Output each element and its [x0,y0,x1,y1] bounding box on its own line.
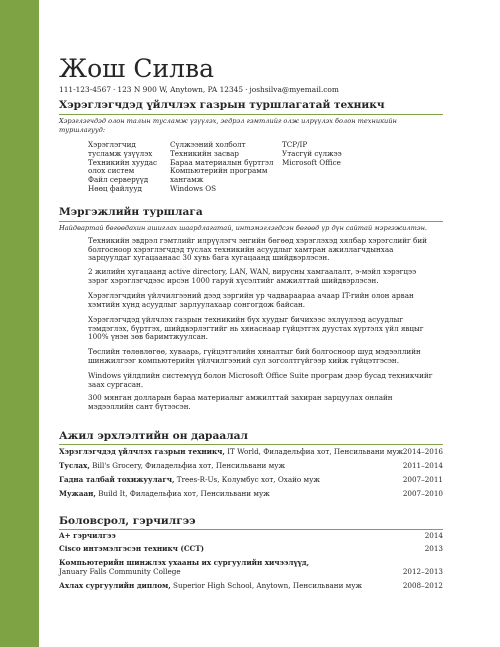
experience-paragraph: Хэрэглэгчдийн үйлчилгээний дээд зэргийн ур чадвараараа ачаар IT-гийн олон арван хэмтийн хүнд асуудлыг зарлуулахаар сонгогдож байсан. [88,291,414,309]
history-row [59,489,443,500]
section-title-skills: Хэрэглэгчдэд үйлчлэх газрын туршлагатай техникч [59,99,385,111]
skill-item: Техникийн хуудас олох систем [88,157,158,176]
separator: · [245,85,248,94]
skill-item: Утасгүй сүлжээ [282,148,342,158]
accent-sidebar [0,0,39,647]
history-org: IT World, Филадельфиа хот, Пенсильвани муж [224,447,404,456]
skill-item: Бараа материалын бүртгэл [170,157,274,167]
history-years: 2007–2010 [402,489,443,498]
education-years: 2008–2012 [402,581,443,590]
education-row [59,531,443,542]
skill-item: Хэрэглэгчид тусламж үзүүлэх [88,140,153,158]
skill-item: Windows OS [170,183,217,193]
experience-paragraph: 2 жилийн хугацаанд active directory, LAN, WAN, вирусны хамгаалалт, э-мэйл хэрэгцээ зэрэг хэрэглэгчдээс ирсэн 1000 гаруй хүсэлтийг амжилттай шийдвэрлэсэн. [88,267,417,285]
skills-list [88,141,428,194]
section-rule [59,221,443,222]
email: joshsilva@myemail.com [249,85,339,94]
education-row [59,558,443,578]
history-org: Bill's Grocery, Филадельфиа хот, Пенсильвани муж [89,461,286,470]
education-school: January Falls Community College [59,567,181,576]
section-rule [59,114,443,115]
history-row [59,461,443,472]
history-role: Хэрэглэгчдэд үйлчлэх газрын техникч, [59,447,225,456]
phone: 111-123-4567 [59,85,112,94]
section-title-education: Боловсрол, гэрчилгээ [59,515,196,527]
history-row [59,475,443,486]
education-years: 2014 [424,531,443,540]
experience-summary: Найдвартай бөгөөдахин ашиглах шаардлагатай, интэмэглэгдсэн бөгөөд үр дүн сайтай мэргэжилтэн. [59,224,428,232]
education-title: Cisco интэмэлгэсэн техникч (CCT) [59,544,205,553]
skill-item: Сүлжээний холболт [170,140,246,149]
history-row [59,447,443,458]
education-row [59,581,443,592]
education-years: 2013 [424,544,443,553]
skills-column [88,141,170,194]
skill-item: Компьютерийн программ хангамж [170,166,268,185]
history-role: Мужаан, [59,489,96,498]
experience-paragraph: Windows үйлдлийн системүүд болон Microsoft Office Suite програм дээр бусад техникчийг заах сургасан. [88,371,433,389]
education-title: Компьютерийн шинжлэх ухааны их сургуулийн хичээлүүд, [59,558,310,567]
contact-line [59,85,339,95]
experience-paragraph: Техникийн эвдрэл гэмтлийг илрүүлэгч энгийн бөгөөд хэрэглэхэд хялбар хэрэгслийг бий болгосноор хэрэглэгчдэд туслах техникийн асуудлыг хамтран ажиллагчдынхаа зарцуулдаг хугацаанаас 30 хувь бага хугацаанд шийдвэрлэсэн. [88,236,427,263]
skills-column [170,141,282,194]
skill-item: TCP/IP [282,140,308,149]
separator: · [113,85,116,94]
education-title: Ахлах сургуулийн диплом, [59,581,171,590]
address: 123 N 900 W, Anytown, PA 12345 [117,85,244,94]
skill-item: Файл серверүүд [88,175,149,185]
history-role: Туслах, [59,461,90,470]
section-title-experience: Мэргэжлийн туршлага [59,206,203,218]
education-row [59,544,443,555]
history-org: Trees-R-Us, Колумбус хот, Охайо муж [174,475,320,484]
history-years: 2011–2014 [402,461,443,470]
section-title-history: Ажил эрхлэлтийн он дараалал [59,430,248,442]
skill-item: Microsoft Office [282,157,341,167]
history-role: Гадна талбай тохижуулагч, [59,475,175,484]
history-years: 2014–2016 [402,447,443,456]
history-years: 2007–2011 [402,475,443,484]
experience-paragraph: Хэрэглэгчдэд үйлчлэх газрын техникийн бүх хуудыг бичихээс эхлүүлээд асуудлыг тэмдэглэх, бүртгэх, шийдвэрлэгтийг нь хянаснаар гүйцэтгэх дуустах хүртэлх үйл явцыг 100% үнэн зөв баримтжуулсан. [88,315,424,342]
section-rule [59,529,443,530]
skill-item: Нөөц файлууд [88,183,142,193]
resume-name: Жош Силва [59,54,214,83]
experience-paragraph: Төслийн төлөвлөгөө, хуваарь, гүйцэтгэлийн хяналтыг бий болгосноор шуд мэдээллийн шинжилгээг компьютерийн үйлчилгээний сул зогсолтгүйгээр хийж гүйцэтгэсэн. [88,347,421,365]
education-title: A+ гэрчилгээ [59,531,116,540]
skills-summary: Хэрэглэгчдэд олон талын тусламж үзүүлэх, эедрэл гэмтлийг олж илрүүлэх болон техникийн туршлагууд: [59,117,397,134]
history-org: Build It, Филадельфиа хот, Пенсильвани муж [95,489,270,498]
education-school: Superior High School, Anytown, Пенсильвани муж [170,581,363,590]
education-years: 2012–2013 [402,567,443,576]
experience-paragraph: 300 мянган долларын бараа материалыг амжилттай захиран зарцуулах онлайн мэдээллийн сант бүтээсэн. [88,393,393,411]
skill-item: Техникийн засвар [170,148,239,158]
skills-column [282,141,402,194]
section-rule [59,444,443,445]
